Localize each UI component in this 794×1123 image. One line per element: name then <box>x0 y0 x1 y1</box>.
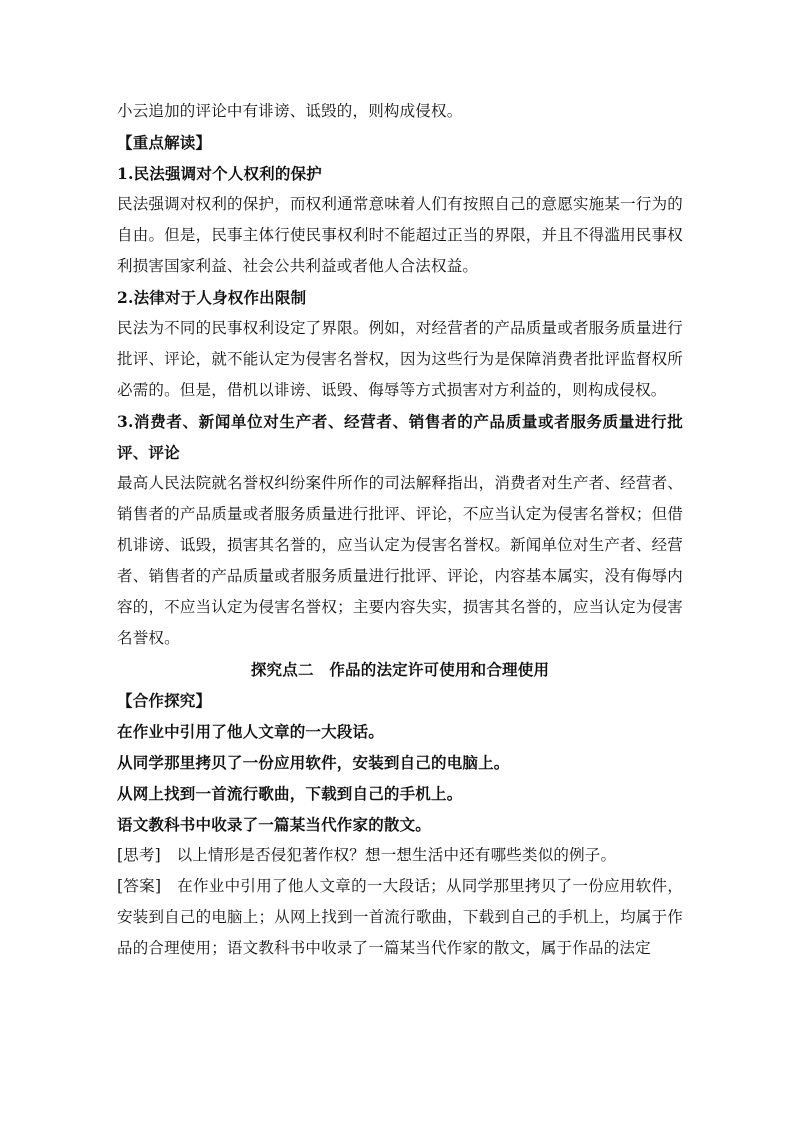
answer-text: 在作业中引用了他人文章的一大段话；从同学那里拷贝了一份应用软件，安装到自己的电脑上；从网上找到一首流行歌曲，下载到自己的手机上，均属于作品的合理使用；语文教科书中收录了一篇某当代作家的散文，属于作品的法定 <box>117 877 683 957</box>
scenario-item-2: 从同学那里拷贝了一份应用软件，安装到自己的电脑上。 <box>117 753 510 772</box>
point-1-paragraph: 民法强调对权利的保护，而权利通常意味着人们有按照自己的意愿实施某一行为的自由。但是，民事主体行使民事权利时不能超过正当的界限，并且不得滥用民事权利损害国家利益、社会公共利益或者他人合法权益。 <box>117 195 683 275</box>
answer-label: [答案] <box>117 877 162 895</box>
scenario-item-4: 语文教科书中收录了一篇某当代作家的散文。 <box>117 815 432 834</box>
cooperative-inquiry-heading: 【合作探究】 <box>117 691 212 710</box>
section-title: 探究点二 作品的法定许可使用和合理使用 <box>250 660 550 679</box>
point-2-paragraph: 民法为不同的民事权利设定了界限。例如，对经营者的产品质量或者服务质量进行批评、评论，就不能认定为侵害名誉权，因为这些行为是保障消费者批评监督权所必需的。但是，借机以诽谤、诋毁、侮辱等方式损害对方利益的，则构成侵权。 <box>117 319 683 399</box>
point-3-paragraph: 最高人民法院就名誉权纠纷案件所作的司法解释指出，消费者对生产者、经营者、销售者的产品质量或者服务质量进行批评、评论，不应当认定为侵害名誉权；但借机诽谤、诋毁，损害其名誉的，应当认定为侵害名誉权。新闻单位对生产者、经营者、销售者的产品质量或者服务质量进行批评、评论，内容基本属实，没有侮辱内容的，不应当认定为侵害名誉权；主要内容失实，损害其名誉的，应当认定为侵害名誉权。 <box>117 474 683 647</box>
key-points-heading: 【重点解读】 <box>117 133 212 152</box>
scenario-item-1: 在作业中引用了他人文章的一大段话。 <box>117 722 384 741</box>
paragraph-continuation: 小云追加的评论中有诽谤、诋毁的，则构成侵权。 <box>117 102 463 120</box>
think-text: 以上情形是否侵犯著作权？想一想生活中还有哪些类似的例子。 <box>176 846 617 864</box>
point-2-heading: 2.法律对于人身权作出限制 <box>117 288 307 307</box>
answer-paragraph <box>117 871 683 964</box>
think-question <box>117 840 683 871</box>
document-page <box>117 96 683 964</box>
point-1-heading: 1.民法强调对个人权利的保护 <box>117 164 322 183</box>
think-label: [思考] <box>117 846 161 864</box>
point-3-heading: 3.消费者、新闻单位对生产者、经营者、销售者的产品质量或者服务质量进行批评、评论 <box>117 412 683 462</box>
scenario-item-3: 从网上找到一首流行歌曲，下载到自己的手机上。 <box>117 784 463 803</box>
